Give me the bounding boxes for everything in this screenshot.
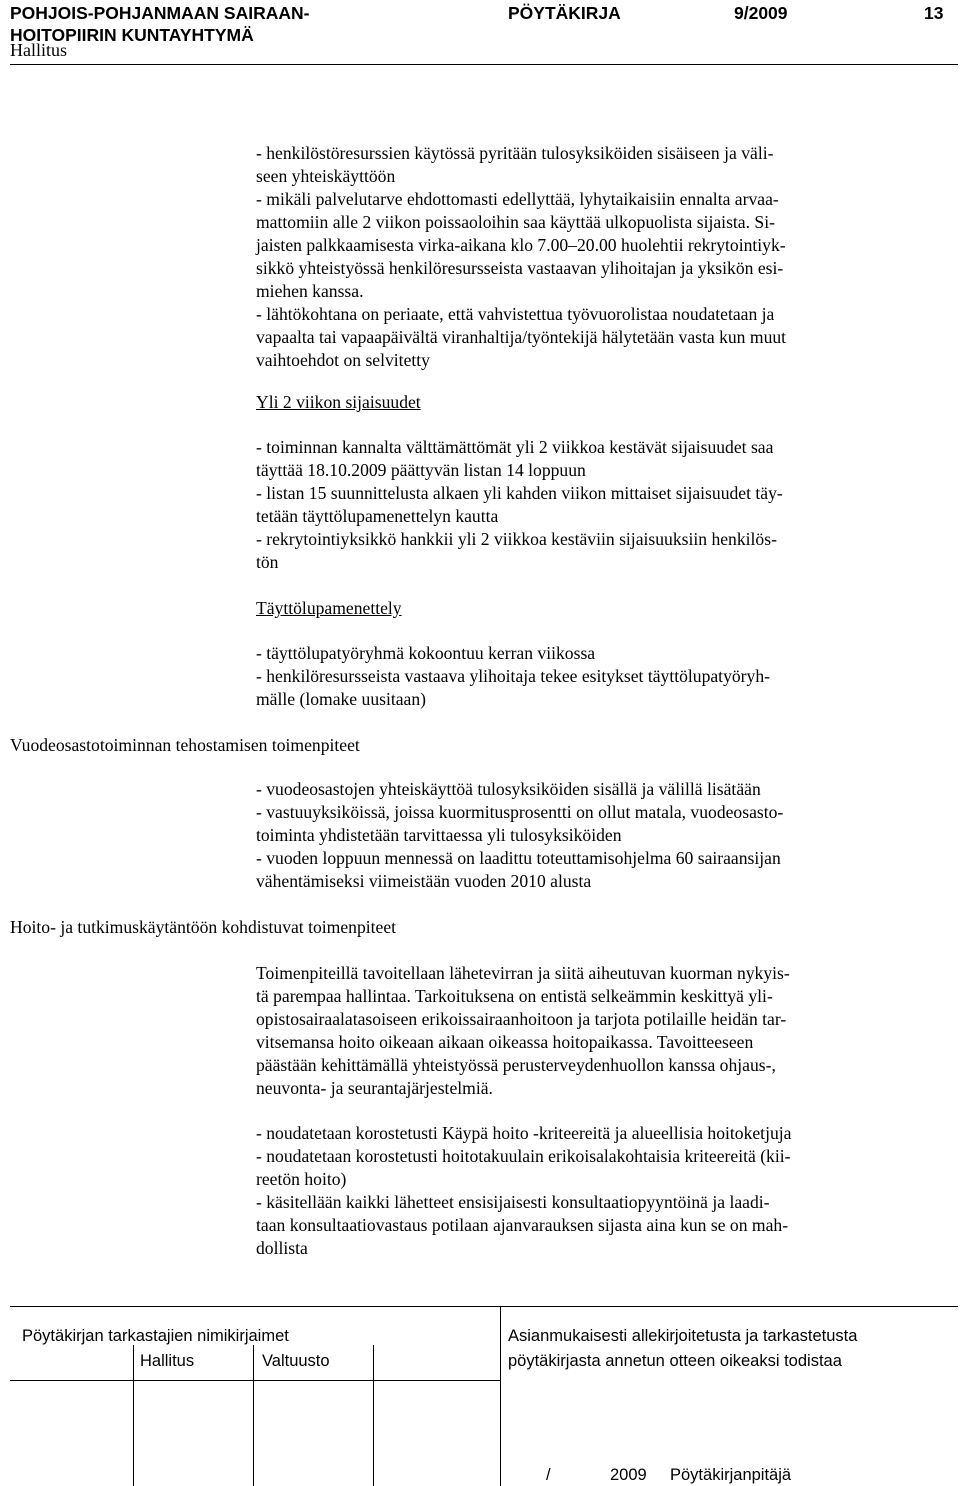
text-line: vitsemansa hoito oikeaan aikaan oikeassa hoitopaikassa. Tavoitteeseen xyxy=(256,1032,754,1052)
text-line: - henkilöstöresurssien käytössä pyritään tulosyksiköiden sisäiseen ja väli- xyxy=(256,143,774,163)
side-heading-ward-efficiency: Vuodeosastotoiminnan tehostamisen toimenpiteet xyxy=(10,735,360,755)
footer-left-col-divider-2 xyxy=(253,1345,254,1486)
body-block-care-measures xyxy=(256,1122,791,1260)
organization-name-line2: HOITOPIIRIN KUNTAYHTYMÄ xyxy=(10,25,254,45)
text-line: - listan 15 suunnittelusta alkaen yli kahden viikon mittaiset sijaisuudet täy- xyxy=(256,483,783,503)
footer-certification-line1: Asianmukaisesti allekirjoitetusta ja tarkastetusta xyxy=(508,1327,858,1345)
text-line: vaihtoehdot on selvitetty xyxy=(256,350,430,370)
text-line: - vuodeosastojen yhteiskäyttöä tulosyksiköiden sisällä ja välillä lisätään xyxy=(256,779,761,799)
text-line: sikkö yhteistyössä henkilöresursseista vastaavan ylihoitajan ja yksikön esi- xyxy=(256,258,784,278)
body-block-filling-permit xyxy=(256,642,770,711)
text-line: opistosairaalatasoiseen erikoissairaanhoitoon ja tarjota potilaille heidän tar- xyxy=(256,1009,787,1029)
text-line: - käsitellään kaikki lähetteet ensisijaisesti konsultaatiopyyntöinä ja laadi- xyxy=(256,1192,770,1212)
text-line: - täyttölupatyöryhmä kokoontuu kerran viikossa xyxy=(256,643,596,663)
text-line: miehen kanssa. xyxy=(256,281,364,301)
text-line: dollista xyxy=(256,1238,308,1258)
footer-signature-role: Pöytäkirjanpitäjä xyxy=(670,1466,792,1484)
footer-reviewers-title: Pöytäkirjan tarkastajien nimikirjaimet xyxy=(22,1327,289,1345)
text-line: jaisten palkkaamisesta virka-aikana klo 7.00–20.00 huolehtii rekrytointiyk- xyxy=(256,235,786,255)
footer-col-council: Valtuusto xyxy=(262,1352,330,1370)
footer-left-mid-divider xyxy=(10,1380,500,1381)
text-line: täyttää 18.10.2009 päättyvän listan 14 loppuun xyxy=(256,460,586,480)
text-line: reetön hoito) xyxy=(256,1169,347,1189)
text-line: - vuoden loppuun mennessä on laadittu toteuttamisohjelma 60 sairaansijan xyxy=(256,848,781,868)
text-line: - toiminnan kannalta välttämättömät yli 2 viikkoa kestävät sijaisuudet saa xyxy=(256,437,774,457)
text-line: tön xyxy=(256,552,279,572)
text-line: Toimenpiteillä tavoitellaan lähetevirran ja siitä aiheutuvan kuorman nykyis- xyxy=(256,963,790,983)
footer-signature-year: 2009 xyxy=(610,1466,647,1484)
footer-left-col-divider-1 xyxy=(133,1345,134,1486)
text-line: - lähtökohtana on periaate, että vahvistettua työvuorolistaa noudatetaan ja xyxy=(256,304,775,324)
body-block-care-practices xyxy=(256,962,790,1100)
footer-top-divider xyxy=(10,1306,958,1307)
side-heading-care-practices: Hoito- ja tutkimuskäytäntöön kohdistuvat toimenpiteet xyxy=(10,917,397,937)
footer-column-divider xyxy=(500,1306,501,1486)
footer-certification-line2: pöytäkirjasta annetun otteen oikeaksi todistaa xyxy=(508,1352,842,1370)
text-line: tä parempaa hallintaa. Tarkoituksena on entistä selkeämmin keskittyä yli- xyxy=(256,986,773,1006)
heading-filling-permit-block xyxy=(256,597,402,620)
footer-left-col-divider-3 xyxy=(373,1345,374,1486)
text-line: vähentämiseksi viimeistään vuoden 2010 alusta xyxy=(256,871,592,891)
header-divider xyxy=(10,64,958,65)
text-line: - henkilöresursseista vastaava ylihoitaja tekee esitykset täyttölupatyöryh- xyxy=(256,666,770,686)
heading-long-substitutions-block xyxy=(256,391,421,414)
text-line: neuvonta- ja seurantajärjestelmiä. xyxy=(256,1078,493,1098)
footer-signature-slash: / xyxy=(546,1466,551,1484)
text-line: - noudatetaan korostetusti hoitotakuulain erikoisalakohtaisia kriteereitä (kii- xyxy=(256,1146,791,1166)
heading-long-substitutions: Yli 2 viikon sijaisuudet xyxy=(256,392,421,412)
footer-col-board: Hallitus xyxy=(140,1352,195,1370)
text-line: - noudatetaan korostetusti Käypä hoito -kriteereitä ja alueellisia hoitoketjuja xyxy=(256,1123,792,1143)
heading-filling-permit: Täyttölupamenettely xyxy=(256,598,402,618)
organization-name-line1: POHJOIS-POHJANMAAN SAIRAAN- xyxy=(10,3,310,23)
text-line: vapaalta tai vapaapäivältä viranhaltija/työntekijä hälytetään vasta kun muut xyxy=(256,327,787,347)
body-block-ward-efficiency xyxy=(256,778,783,893)
document-type: PÖYTÄKIRJA xyxy=(508,3,621,23)
body-block-long-substitutions xyxy=(256,436,783,574)
page-number: 13 xyxy=(924,3,944,23)
text-line: tetään täyttölupamenettelyn kautta xyxy=(256,506,499,526)
text-line: mattomiin alle 2 viikon poissaoloihin saa käyttää ulkopuolista sijaista. Si- xyxy=(256,212,775,232)
text-line: - rekrytointiyksikkö hankkii yli 2 viikkoa kestäviin sijaisuuksiin henkilös- xyxy=(256,529,777,549)
issue-number: 9/2009 xyxy=(734,3,788,23)
text-line: mälle (lomake uusitaan) xyxy=(256,689,427,709)
section-name: Hallitus xyxy=(10,40,67,60)
text-line: toiminta yhdistetään tarvittaessa yli tulosyksiköiden xyxy=(256,825,622,845)
text-line: taan konsultaatiovastaus potilaan ajanvarauksen sijasta aina kun se on mah- xyxy=(256,1215,789,1235)
text-line: - mikäli palvelutarve ehdottomasti edellyttää, lyhytaikaisiin ennalta arvaa- xyxy=(256,189,779,209)
text-line: - vastuuyksiköissä, joissa kuormitusprosentti on ollut matala, vuodeosasto- xyxy=(256,802,784,822)
text-line: seen yhteiskäyttöön xyxy=(256,166,396,186)
body-block-resources xyxy=(256,142,786,372)
text-line: päästään kehittämällä yhteistyössä perusterveydenhuollon kanssa ohjaus-, xyxy=(256,1055,776,1075)
